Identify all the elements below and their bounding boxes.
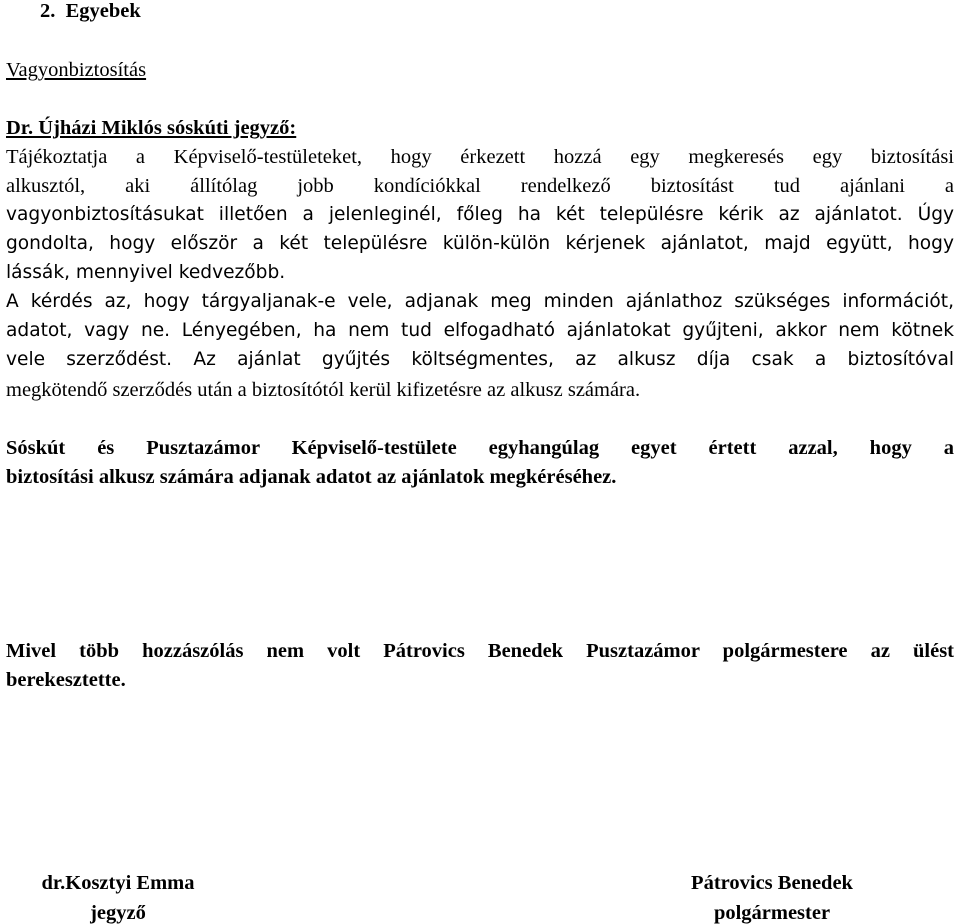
- paragraph-line: vele szerződést. Az ajánlat gyűjtés költségmentes, az alkusz díja csak a biztosítóval: [6, 349, 954, 370]
- closing-line: Mivel több hozzászólás nem volt Pátrovics Benedek Pusztazámor polgármestere az ülést: [6, 640, 954, 662]
- signature-right-name: Pátrovics Benedek: [691, 872, 853, 894]
- paragraph-line: Tájékoztatja a Képviselő-testületeket, hogy érkezett hozzá egy megkeresés egy biztosítási: [6, 146, 954, 168]
- paragraph-line: megkötendő szerződés után a biztosítótól kerül kifizetésre az alkusz számára.: [6, 379, 641, 401]
- subsection-title: Vagyonbiztosítás: [6, 59, 147, 81]
- paragraph-line: vagyonbiztosításukat illetően a jelenleginél, főleg ha két településre kérik az ajánlatot. Úgy: [6, 204, 954, 225]
- signature-left-name: dr.Kosztyi Emma: [41, 872, 195, 894]
- paragraph-line: adatot, vagy ne. Lényegében, ha nem tud elfogadható ajánlatokat gyűjteni, akkor nem kötnek: [6, 320, 954, 341]
- decision-line: Sóskút és Pusztazámor Képviselő-testülete egyhangúlag egyet értett azzal, hogy a: [6, 437, 954, 459]
- section-heading: [40, 1, 141, 22]
- paragraph-line: A kérdés az, hogy tárgyaljanak-e vele, adjanak meg minden ajánlathoz szükséges információt,: [6, 291, 954, 312]
- section-number: 2.: [40, 0, 56, 22]
- decision-line: biztosítási alkusz számára adjanak adatot az ajánlatok megkéréséhez.: [6, 466, 617, 488]
- section-title: Egyebek: [65, 0, 141, 22]
- signature-left: [8, 873, 228, 923]
- speaker-label: Dr. Újházi Miklós sóskúti jegyző:: [6, 117, 297, 139]
- paragraph-line: lássák, mennyivel kedvezőbb.: [6, 262, 286, 283]
- signature-right-title: polgármester: [713, 901, 831, 924]
- signature-right: [662, 873, 882, 923]
- paragraph-line: alkusztól, aki állítólag jobb kondíciókkal rendelkező biztosítást tud ajánlani a: [6, 175, 954, 197]
- closing-line: berekesztette.: [6, 669, 126, 691]
- paragraph-line: gondolta, hogy először a két településre külön-külön kérjenek ajánlatot, majd együtt, hogy: [6, 233, 954, 254]
- signature-left-title: jegyző: [90, 901, 146, 924]
